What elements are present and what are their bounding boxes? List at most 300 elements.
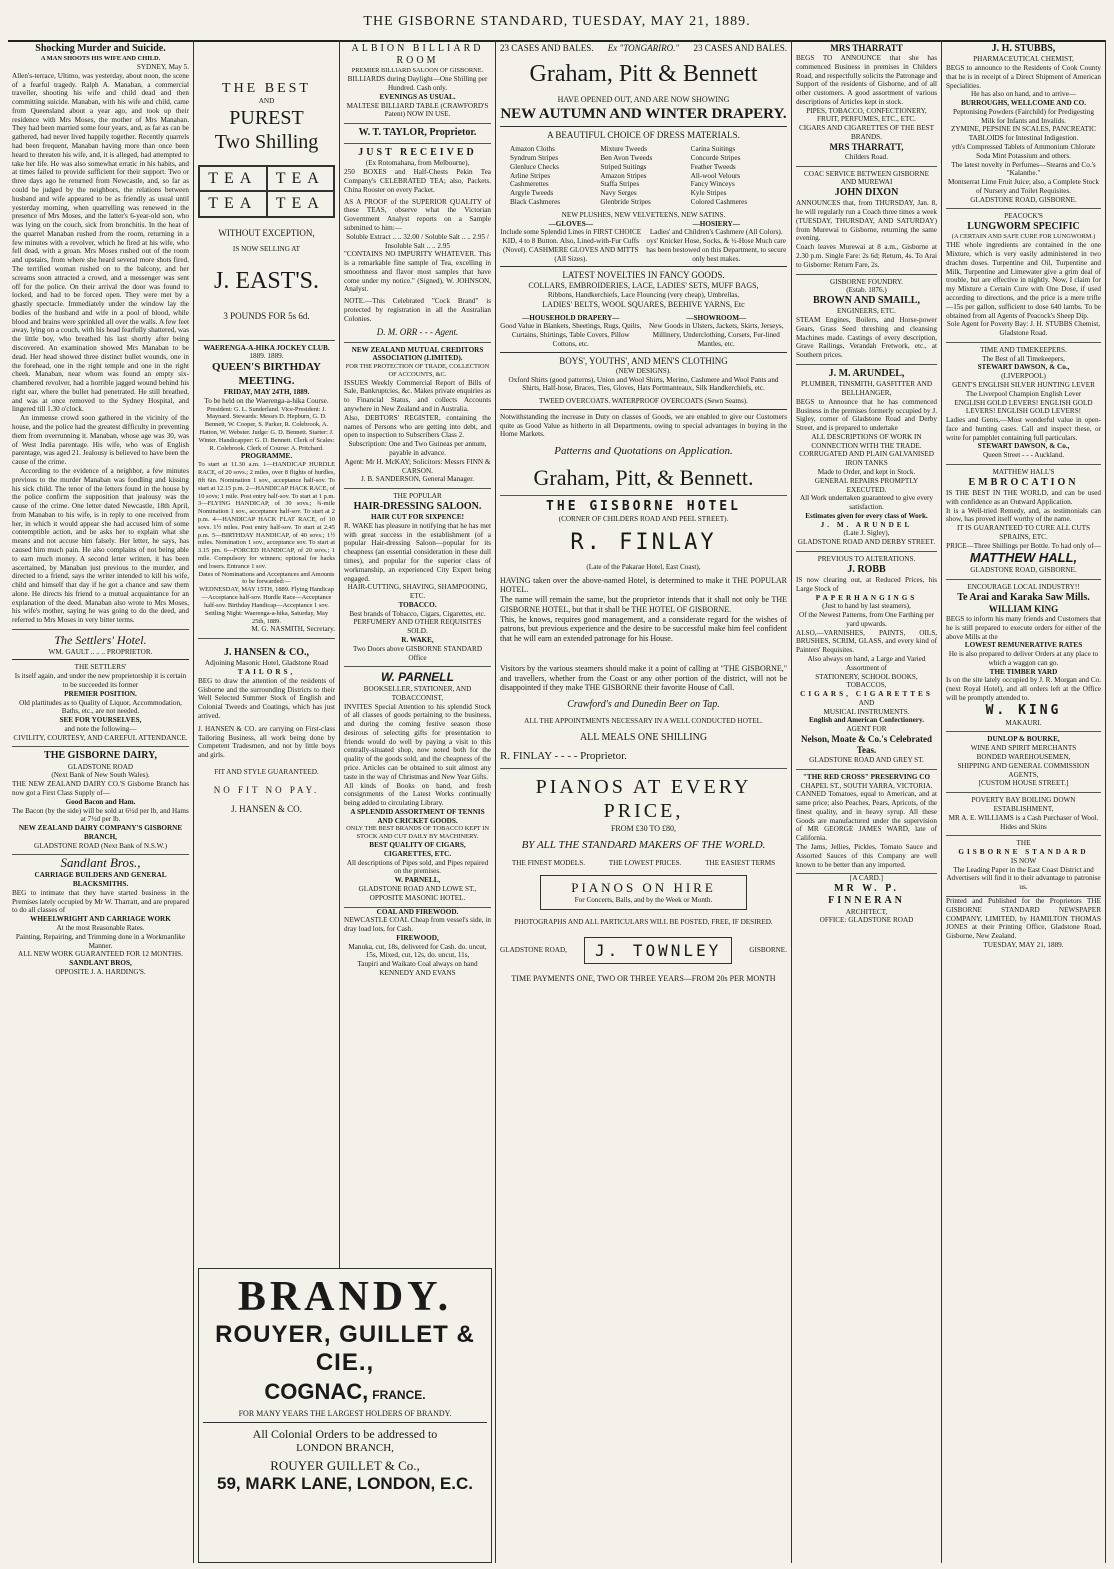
household-block <box>500 314 642 349</box>
dairy-bank: (Next Bank of New South Wales). <box>51 771 150 780</box>
tharratt-ad <box>796 40 937 167</box>
collars: COLLARS, EMBROIDERIES, LACE, LADIES' SETS, MUFF BAGS, <box>528 281 759 291</box>
hansen-ad <box>198 639 335 815</box>
settlers-hotel-ad <box>12 630 189 747</box>
all-descriptions: ALL DESCRIPTIONS OF WORK IN CONNECTION WITH THE TRADE. <box>811 432 922 450</box>
stubbs: J. H. STUBBS, <box>991 43 1056 54</box>
time-payments: TIME PAYMENTS ONE, TWO OR THREE YEARS—FROM 20s PER MONTH <box>511 974 776 984</box>
hotel-civility: CIVILITY, COURTESY, AND CAREFUL ATTENDANCE. <box>13 733 188 742</box>
grey-st: GLADSTONE ROAD AND GREY ST. <box>809 755 924 764</box>
material-item: Carina Suitings <box>690 145 736 154</box>
fit-style: FIT AND STYLE GUARANTEED. <box>214 767 319 776</box>
tea-cell: TEA <box>267 166 335 192</box>
material-item: Fancy Winceys <box>690 180 735 189</box>
finneran: MR W. P. FINNERAN <box>828 883 905 907</box>
two-shilling: Two Shilling <box>214 131 319 154</box>
brandy-ad <box>198 1268 492 1563</box>
name-remain: The name will remain the same, but the proprietor intends that it shall not only be THE GISBORNE HOTEL, but that it shall be THE HOTEL OF GISBORNE. <box>500 595 787 614</box>
column-1 <box>8 40 194 1563</box>
material-item: Glenluce Checks <box>510 162 559 171</box>
parnell-trade: BOOKSELLER, STATIONER, AND TOBACCONIST, <box>363 684 472 702</box>
stubbs-address: GLADSTONE ROAD, GISBORNE. <box>970 195 1077 204</box>
compressed: yth's Compressed Tablets of Ammonium Chlorate Soda Mint Potassium and others. <box>951 143 1096 160</box>
gold-levers: ENGLISH GOLD LEVERS! ENGLISH GOLD LEVERS! ENGLISH GOLD LEVERS! <box>954 398 1093 416</box>
hotel-body-2: Old plattitudes as to Quality of Liquor, Accommodation, Baths, etc., are not needed. <box>19 698 182 716</box>
cases-row <box>500 43 787 54</box>
paperhangings: PAPERHANGINGS <box>815 593 918 602</box>
chapel: CHAPEL ST., SOUTH YARRA, VICTORIA. <box>800 781 933 790</box>
concerts: For Concerts, Balls, and by the Week or Month. <box>574 896 713 905</box>
boys-clothing: BOYS', YOUTHS', AND MEN'S CLOTHING <box>559 355 728 366</box>
robb-also: ALSO,—VARNISHES, PAINTS, OILS, BRUSHES, SCRIM, GLASS, and every kind of Painters' Requisites. <box>796 628 937 655</box>
just-sub: (Ex Rotomahana, from Melbourne), <box>365 159 470 168</box>
finest: THE FINEST MODELS. <box>511 858 585 867</box>
coal-body: NEWCASTLE COAL Cheap from vessel's side, in dray load lots, for Cash. <box>344 916 491 934</box>
estimates: Estimates given for every class of Work. <box>805 511 928 520</box>
hotel-owner: WM. GAULT .. .. .. PROPRIETOR. <box>48 647 153 656</box>
williams: MR A. E. WILLIAMS is a Cash Purchaser of Wool. Hides and Skins <box>948 813 1099 831</box>
tharratt-cigars: CIGARS AND CIGARETTES OF THE BEST BRANDS. <box>798 124 935 141</box>
architect: ARCHITECT, <box>845 907 888 916</box>
billiard-body: BILLIARDS during Daylight—One Shilling per Hundred. Cash only. <box>347 75 488 92</box>
column-5 <box>792 40 942 1563</box>
hansen-body: BEG to draw the attention of the residents of Gisborne and the surrounding Districts to their Well Selected Summer Stock of English and Colonial Tweeds and Coatings, which has just arrived. <box>198 676 335 720</box>
engineers: ENGINEERS, ETC. <box>837 307 896 316</box>
bonded: BONDED WAREHOUSEMEN, <box>976 753 1071 762</box>
arundel-body: BEGS to Announce that he has commenced Business in the premises formerly occupied by J. Sigley, corner of Gladstone Road and Derby Street, and is prepared to undertake <box>796 397 937 433</box>
coal-ad <box>344 908 491 978</box>
dateline: SYDNEY, May 5. <box>136 63 189 71</box>
hansen-address: Adjoining Masonic Hotel, Gladstone Road <box>204 659 329 668</box>
having: HAVING taken over the above-named Hotel, is determined to make it THE POPULAR HOTEL. <box>500 575 787 595</box>
material-item: Amazon Cloths <box>510 145 555 154</box>
standard-ad <box>946 836 1101 897</box>
ribbons: Ribbons, Handkerchiefs, Lace Flouncing (very cheap), Umbrellas, <box>547 291 740 300</box>
sole-agent: Sole Agent for Poverty Bay: J. H. STUBBS Chemist, Gladstone Road. <box>946 320 1101 338</box>
dixon-times: Coach leaves Murewai at 8 a.m., Gisborne at 2.30 p.m. Single Fare: 2s 6d; Return, 4s. To Arai to Gisborne: Return Fare, 2s. <box>796 243 937 269</box>
hire-box <box>540 875 747 910</box>
gloves-heading: —GLOVES— <box>548 219 593 228</box>
embrocation: EMBROCATION <box>968 476 1079 488</box>
tea-cell: TEA <box>199 166 267 192</box>
timber-body: Is on the site lately occupied by J. R. Morgan and Co. (next Royal Hotel), and all orders left at the Office will be promptly attended to. <box>946 676 1101 703</box>
patterns: Patterns and Quotations on Application. <box>554 445 733 458</box>
without-exception: WITHOUT EXCEPTION, <box>218 227 315 238</box>
best-timekeepers: The Best of all Timekeepers, <box>982 354 1065 363</box>
dunlop: DUNLOP & BOURKE, <box>987 735 1060 744</box>
perfumery: PERFUMERY AND OTHER REQUISITES SOLD. <box>353 618 482 636</box>
arundel-title: J. M. ARUNDEL, <box>828 367 905 379</box>
nominations: WEDNESDAY, MAY 15TH, 1889. Flying Handicap—Acceptance half-sov. Hurdle Race—Acceptance half-sov. Birthday Handicap—Acceptance 1 sov. Settling Night: Waerenga-a-hika, Saturday, May 25th, 1889. <box>199 586 334 625</box>
card: [A CARD.] <box>849 874 884 883</box>
ex-tongariro: Ex "TONGARIRO." <box>607 43 680 53</box>
popular: THE POPULAR <box>393 492 442 501</box>
king: WILLIAM KING <box>988 604 1059 615</box>
pianos-from: FROM £30 TO £80, <box>610 823 677 833</box>
agent-for: AGENT FOR <box>846 725 887 734</box>
parnell-address: GLADSTONE ROAD AND LOWE ST., <box>358 884 477 893</box>
brandy-title: BRANDY. <box>237 1274 453 1320</box>
satisfaction: All Work undertaken guaranteed to give every satisfaction. <box>799 494 933 512</box>
tennis: A SPLENDID ASSORTMENT OF TENNIS AND CRICKET GOODS. <box>350 807 485 825</box>
gloves-hosiery <box>500 220 787 264</box>
contains: "CONTAINS NO IMPURITY WHATEVER. This is a remarkable fine sample of Tea, excelling in smoothness and flavor most samples that have come under my notice." (Signed), W. JOHNSON, Analyst. <box>344 250 491 294</box>
robb-and: AND <box>858 698 875 707</box>
robb-patterns: Of the Newest Patterns, from One Farthing per yard upwards. <box>799 611 934 628</box>
hall-signature: MATTHEW HALL, <box>969 550 1078 566</box>
only-best: ONLY THE BEST BRANDS OF TOBACCO KEPT IN STOCK AND CUT DAILY BY MACHINERY. <box>346 825 489 841</box>
tobacco-sub: Best brands of Tobacco, Cigars, Cigarettes, etc. <box>349 609 486 618</box>
proof: AS A PROOF of the SUPERIOR QUALITY of these TEAS, observe what the Victorian Government Analyst reports on a Sample submitted to him:— <box>344 197 491 232</box>
opened-out: HAVE OPENED OUT, AND ARE NOW SHOWING <box>557 95 730 105</box>
timber-yard: THE TIMBER YARD <box>989 667 1058 676</box>
materials-column <box>600 145 686 206</box>
is-now: IS NOW <box>1010 856 1037 865</box>
material-item: All-wool Velours <box>690 171 741 180</box>
boiling: POVERTY BAY BOILING DOWN ESTABLISHMENT, <box>971 796 1076 813</box>
plushes: NEW PLUSHES, NEW VELVETEENS, NEW SATINS. <box>561 210 726 219</box>
pounds-price: 3 POUNDS FOR 5s 6d. <box>223 310 310 321</box>
has-also: He has also on hand, and to arrive— <box>971 90 1076 99</box>
dates-nominations: Dates of Nominations and Acceptances and Amounts to be forwarded:— <box>198 570 335 586</box>
king-body: BEGS to inform his many friends and Customers that he is still prepared to execute orders for either of the above Mills at the <box>946 615 1101 641</box>
red-cross: "THE RED CROSS" PRESERVING CO <box>802 772 931 781</box>
queen-street: Queen Street - - - Auckland. <box>982 451 1065 460</box>
dairy-goods: Good Bacon and Ham. <box>65 797 136 806</box>
firewood-prices: Manuka, cut, 18s, delivered for Cash. do. uncut, 15s, Mixed, cut, 12s, do. uncut, 11s, <box>348 942 487 960</box>
gladstone-road: GLADSTONE ROAD, <box>500 946 567 955</box>
pipes: All descriptions of Pipes sold, and Pipes repaired on the premises. <box>346 858 489 876</box>
autumn-winter: NEW AUTUMN AND WINTER DRAPERY. <box>500 105 787 122</box>
dairy-prices: The Bacon (by the side) will be sold at 6½d per lb, and Hams at 7½d per lb. <box>12 806 189 824</box>
robb-also-2: Also always on hand, a Large and Varied Assortment of <box>807 655 926 672</box>
best-title: THE BEST <box>222 81 311 96</box>
programme-heading: PROGRAMME. <box>240 452 293 461</box>
late-sigley: (Late J. Sigley), <box>843 529 890 538</box>
office: OFFICE: GLADSTONE ROAD <box>819 916 914 925</box>
musical: MUSICAL INSTRUMENTS. <box>823 707 910 716</box>
belts: LADIES' BELTS, WOOL SQUARES, BEEHIVE YARNS, Etc <box>542 299 745 309</box>
proprietor: R. FINLAY - - - - Proprietor. <box>500 750 627 763</box>
best-world: IS THE BEST IN THE WORLD, and can be used with confidence as an Outward Application. <box>946 488 1101 506</box>
finlay: R. FINLAY <box>570 530 717 556</box>
pakarae: (Late of the Pakarae Hotel, East Coast), <box>586 562 701 571</box>
price: PRICE—Three Shillings per Bottle. To had only of— <box>946 541 1101 550</box>
gents-lever: GENT'S ENGLISH SILVER HUNTING LEVER <box>952 380 1095 389</box>
material-item: Black Cashmeres <box>510 197 561 206</box>
hall-name: MATTHEW HALL'S <box>992 468 1055 476</box>
dairy-road: GLADSTONE ROAD <box>67 762 134 771</box>
repairs: GENERAL REPAIRS PROMPTLY EXECUTED. <box>814 476 919 494</box>
hansen-body-2: J. HANSEN & CO. are carrying on First-class Tailoring Business, all work being done by Competent Tradesmen, and not by little boys and girls. <box>198 724 335 760</box>
hotel-position: PREMIER POSITION. <box>64 689 137 698</box>
subscription: Subscription: One and Two Guineas per annum, payable in advance. <box>348 440 487 457</box>
hotel-corner: (CORNER OF CHILDERS ROAD AND PEEL STREET). <box>558 515 729 524</box>
columns <box>8 40 1106 1563</box>
sandlant-work: WHEELWRIGHT AND CARRIAGE WORK <box>30 915 171 924</box>
pianos-ad <box>500 775 787 984</box>
dairy-address: GLADSTONE ROAD (Next Bank of N.S.W.) <box>34 841 167 850</box>
embrocation-ad <box>946 465 1101 580</box>
robb: J. ROBB <box>847 563 886 575</box>
red-cross-ad <box>796 770 937 875</box>
easts-tea-ad <box>198 40 335 341</box>
encourage: ENCOURAGE LOCAL INDUSTRY!! <box>967 583 1080 592</box>
townley-row <box>500 933 787 969</box>
kalanthe: The latest novelty in Perfumes—Stearns and Co.'s "Kalanthe." <box>951 160 1096 178</box>
article-body-3: According to the evidence of a neighbor, a few minutes previous to the murder Manaban was fondling and kissing his sick child. The tenor of the letters found in the house by the police confirm the supposition that jealousy was the cause of the crime. One letter dated Newcastle, 18th April, from Manaban to his wife, is in reply to one received from her, in which it would appear she had accused him of some contemptible action, and he asks her to explain what she means and not accuse him falsely. Her letter, he says, has caused him much pain. He also complains of not being able to earn much money. A second letter written, it has been ascertained, by Manaban just previous to the murder, and directed to a friend, says the writer intended to kill his wife, child and himself that day if he got a chance and saw them alone. He directs his friend to a mutual acquaintance for an explanation of the deed. Manaban also wrote to Mrs Moses, his wife's mother, saying he was going to do the deed, and referred to Mrs Moses in very bitter terms. <box>12 466 189 625</box>
sanderson: J. B. SANDERSON, General Manager. <box>361 475 474 484</box>
hotel-note: and note the following— <box>64 724 137 733</box>
creditors-agent: Agent: Mr H. McKAY; Solicitors: Messrs FINN & CARSON. <box>344 457 491 475</box>
hosiery-text: Ladies' and Children's Cashmere (All Colors). oys' Knicker Hose, Socks, & ½-Hose Much care has been bestowed on this Department, to secure only best makes. <box>646 228 787 263</box>
pianos-features <box>500 859 787 868</box>
material-item: Cashmerettes <box>510 180 549 189</box>
hansen-trade: TAILORS, <box>237 668 296 677</box>
brandy-france: FRANCE. <box>372 1388 426 1402</box>
taylor: W. T. TAYLOR, Proprietor. <box>358 127 477 139</box>
hire: PIANOS ON HIRE <box>571 880 716 896</box>
shipping: SHIPPING AND GENERAL COMMISSION AGENTS, <box>957 761 1090 779</box>
jockey-club-ad <box>198 341 335 639</box>
article-subtitle: A MAN SHOOTS HIS WIFE AND CHILD. <box>40 55 161 63</box>
peacock-ad <box>946 209 1101 342</box>
wake-signature: R. WAKE, <box>401 635 434 644</box>
showroom-heading: —SHOWROOM— <box>686 313 747 322</box>
tharratt-road: Childers Road. <box>844 152 889 161</box>
material-item: Ben Avon Tweeds <box>600 154 653 163</box>
household-showroom <box>500 314 787 349</box>
column-4 <box>496 40 792 1563</box>
imprint-date: TUESDAY, MAY 21, 1889. <box>983 940 1064 949</box>
materials-grid <box>510 145 777 206</box>
boiling-ad <box>946 793 1101 836</box>
dairy-ad <box>12 747 189 855</box>
timekeepers: TIME AND TIMEKEEPERS. <box>980 345 1067 354</box>
lowest: THE LOWEST PRICES. <box>608 858 682 867</box>
meeting-date: FRIDAY, MAY 24TH, 1889. <box>223 388 310 397</box>
races: To start at 11.30 a.m. 1—HANDICAP HURDLE RACE, of 20 sovs.; 2 miles, over 8 flights of hurdles, 8ft 6in. Nomination 1 sov., acceptance half-sov. To start at 12.15 p.m. 2—HANDICAP HACK RACE, of 10 sovs; 1 mile. Post entry half-sov. To start at 1 p.m. 3—FLYING HANDICAP, of 30 sovs.; ¾-mile Nomination 1 sov., acceptance half-sov. To start at 2 p.m. 4—HANDICAP HACK FLAT RACE, of 10 sovs. 1½ miles. Post entry half-sov. To start at 2.45 p.m. 5—BIRTHDAY HANDICAP, of 40 sovs.; 1½ miles. Nomination 1 sov., acceptance sov. To start at 3.15 pm. 6—FORCED HANDICAP, of 20 sovs.; 1 mile. Compulsory for winners; optional for hacks and losers. Entrance 1 sov. <box>198 461 335 570</box>
novelties: LATEST NOVELTIES IN FANCY GOODS. <box>562 270 725 281</box>
haircut: HAIR CUT FOR SIXPENCE! <box>370 513 465 522</box>
brandy-maker: ROUYER, GUILLET & CIE., <box>215 1321 475 1376</box>
tharratt-title: MRS THARRATT <box>830 43 903 53</box>
hansen-signature: J. HANSEN & CO. <box>231 803 302 814</box>
gloves-text: Include some Splendid Lines in FIRST CHOICE KID, 4 to 8 Button. Also, Lined-with-Fur Cuffs (Novel). CASHMERE GLOVES AND MITTS (All Sizes). <box>500 228 642 263</box>
material-item: Colored Cashmeres <box>690 197 748 206</box>
king-signature: W. KING <box>985 702 1062 718</box>
hairdressing-ad <box>344 489 491 667</box>
hairdressing: HAIR-DRESSING SALOON. <box>353 500 482 512</box>
the: THE <box>1016 839 1031 848</box>
gpb-title: Graham, Pitt & Bennett <box>529 60 758 87</box>
dunlop-ad <box>946 732 1101 793</box>
article-body: Allen's-terrace, Ultimo, was yesterday, about noon, the scene of a fearful tragedy. Ralph A. Manaban, a commercial traveller, shooting his wife and child dead and then committing suicide. Manaban, with his wife and child, came from Queensland about a year ago, and took up their residence with Mrs Moses, the mother of Mrs Manaban. They had been married some four years, and, as far as can be gathered, had never lived happily together. Recently quarrels had been frequent, Manaban having more than once been heard to threaten his wife, and, it is alleged, had attempted to take her life. He was also somewhat erratic in his habits, and at times failed to provide sufficient for their support. Two or three days ago he returned from Newcastle, and, so far as could be judged by the neighbors, the relations between husband and wife appeared to be as friendly as usual until yesterday morning, when quarrelling was renewed in the presence of Mrs Moses, and the latter's 6-year-old son, who was lying on the couch, sick from bronchitis. In the heat of the quarrel Manaban rushed from the room, returning in a few minutes with a revolver, which he fired at his wife, who fell dead, with a groan. Mrs Moses rushed out of the room and upstairs, from where she heard several more shots fired. The terrified woman rushed on to the balcony, and her screams soon attracted a crowd, and a messenger was sent off for the police. On their arrival the door was found to locked, and had to be forced open. They were met by a ghastly spectacle. Immediately under the window lay the bodies of the husband and wife in a pool of blood, while blood and brains were sprinkled all over the walls. A few feet away, lying on a couch, with his head fearfully shattered, was the little boy, who breathed his last shortly after being discovered. An examination showed Mrs Manaban to be dead. Her head showed three distinct bullet wounds, one in the forehead, one in the right temple and one in the right cheek. Manaban, near whom was found an empty six-chambered revolver, had a horrible jagged wound behind his right ear, where the bullet had penetrated. He still breathed, and was at once removed to the Sydney Hospital, and lingered till 1.30 o'clock. <box>12 71 189 414</box>
wine: WINE AND SPIRIT MERCHANTS <box>970 744 1077 753</box>
article-body-2: An immense crowd soon gathered in the vicinity of the house, and the police had the greatest difficulty in preventing them from overrunning it. Manaban, whose age was 30, was of West India parentage. His wife, who was of English parentage, was aged 21. Jealousy is believed to have been the cause of the crime. <box>12 414 189 467</box>
steam: STEAM Engines, Boilers, and Horse-power Gears, Grass Seed threshing and cleansing Machines made. Castings of every description, Grave Railings, Verandah Fretwork, etc., at Southern prices. <box>796 316 937 360</box>
showroom-block <box>646 314 788 349</box>
dixon: JOHN DIXON <box>834 187 899 199</box>
wake-body: R. WAKE has pleasure in notifying that he has met with great success in the establishment (of a popular Hair-dressing Saloon—popular for its cheapness (an essential consideration in these dull times), and popular for the superior class of workmanship, an experienced City Expert being engaged. <box>344 521 491 583</box>
tea-cell: TEA <box>199 191 267 217</box>
taupiri: Taupiri and Waikato Coal always on hand <box>357 960 478 969</box>
creditors-sub: FOR THE PROTECTION OF TRADE, COLLECTION OF ACCOUNTS, &C. <box>345 363 490 378</box>
easiest: THE EASIEST TERMS <box>705 858 776 867</box>
gpb-drapery-ad <box>500 40 787 496</box>
brandy-cognac: COGNAC, <box>264 1379 369 1404</box>
material-item: Navy Serges <box>600 189 637 198</box>
imprint <box>946 897 1101 950</box>
gisborne: GISBORNE. <box>749 946 787 955</box>
peacock: PEACOCK'S <box>1004 212 1043 221</box>
parnell-opposite: OPPOSITE MASONIC HOTEL. <box>369 893 466 902</box>
dairy-body: THE NEW ZEALAND DAIRY CO.'S Gisborne Branch has now got a First Class Supply of— <box>12 780 189 797</box>
arai-mills: Te Arai and Karaka Saw Mills. <box>957 591 1090 603</box>
brown-smaill: BROWN AND SMAILL, <box>813 295 920 307</box>
arundel-ad <box>796 365 937 552</box>
champion: The Liverpool Champion English Lever <box>965 389 1082 398</box>
brandy-years: FOR MANY YEARS THE LARGEST HOLDERS OF BRANDY. <box>238 1409 452 1418</box>
firewood: FIREWOOD, <box>396 933 439 942</box>
zymine: ZYMINE, PEPSINE IN SCALES, PANCREATIC TABLOIDS for Intestinal Indigestion. <box>950 125 1097 143</box>
sandlant-guarantee: ALL NEW WORK GUARANTEED FOR 12 MONTHS. <box>18 950 183 959</box>
coach-service: COAC SERVICE BETWEEN GISBORNE AND MUREWAI <box>803 169 929 187</box>
officials: President: G. L. Sunderland. Vice-President: J. Maynard. Stewards: Messrs D. Hepburn, G. D. Bennett, W. Cooper, S. Parker, R. Colebrook, A. Hatton, W. Webster. Judge: G. D. Bennett. Starter: J. Winter. Handicapper: G. D. Bennett. Clerk of Scales: R. Colebrook. Clerk of Course: A. Pritchard. <box>198 405 335 452</box>
material-item: Argyle Tweeds <box>510 189 554 198</box>
imprint-text: Printed and Published for the Proprietors THE GISBORNE STANDARD NEWSPAPER COMPANY, LIMITED, by HAMILTON THOMAS JONES at their Printing Office, Gladstone Road, Gisborne, New Zealand. <box>946 896 1101 941</box>
lowest-rates: LOWEST REMUNERATIVE RATES <box>964 641 1083 650</box>
paper-sub: (Just to hand by last steamers), <box>822 602 911 611</box>
creditors-ad <box>344 343 491 490</box>
sandlant-trade: CARRIAGE BUILDERS AND GENERAL BLACKSMITHS. <box>34 871 167 889</box>
article-title: Shocking Murder and Suicide. <box>35 43 166 54</box>
cases-right: 23 CASES AND BALES. <box>693 43 787 53</box>
townley: J. TOWNLEY <box>584 937 732 965</box>
meeting-held: To be held on the Waerenga-a-hika Course. <box>204 396 329 405</box>
material-item: Arline Stripes <box>510 171 551 180</box>
material-item: Glenbride Stripes <box>600 197 651 206</box>
dixon-body: ANNOUNCES that, from THURSDAY, Jan. 8, he will regularly run a Coach three times a week (TUESDAY, THURSDAY, AND SATURDAY) from Murewai to Gisborne, returning the same evening. <box>796 199 937 243</box>
tharratt-goods: PIPES, TOBACCO, CONFECTIONERY, FRUIT, PERFUMES, ETC., ETC. <box>806 106 927 124</box>
dawson: STEWART DAWSON, & Co., <box>977 363 1070 372</box>
chemist: PHARMACEUTICAL CHEMIST, <box>973 55 1074 64</box>
arundel-trade: PLUMBER, TINSMITH, GASFITTER AND BELLHANGER, <box>800 380 933 397</box>
gloves-block <box>500 220 642 264</box>
murder-article <box>12 40 189 630</box>
boxes: 250 BOXES and Half-Chests Pekin Tea Company's CELEBRATED TEA; also, Packets. China Rooster on every Packet. <box>344 168 491 194</box>
makauri: MAKAURI. <box>1005 718 1042 727</box>
stubbs-ad <box>946 40 1101 209</box>
ladies-gents: Ladies and Gents,—Most wonderful value in open-face and hunting cases. Call and inspect these, or write for pamphlet containing full particulars. <box>946 416 1101 442</box>
cases-left: 23 CASES AND BALES. <box>500 43 594 53</box>
stubbs-body: BEGS to announce to the Residents of Cook County that he is in receipt of a Direct Shipment of American Specialities. <box>946 63 1101 90</box>
oxford: Oxford Shirts (good patterns), Union and Wool Shirts, Merino, Cashmere and Wool Pants and Shirts, Half-hose, Braces, Ties, Gloves, Hats Portmanteaux, Silk Handkerchiefs, etc. <box>508 375 779 393</box>
finneran-ad <box>796 874 937 925</box>
burroughs: BURROUGHS, WELLCOME AND CO. <box>960 99 1087 108</box>
foundry-ad <box>796 275 937 365</box>
material-item: Amazon Stripes <box>600 171 647 180</box>
photographs: PHOTOGRAPHS AND ALL PARTICULARS WILL BE POSTED, FREE, IF DESIRED. <box>514 918 773 927</box>
guaranteed: IT IS GUARANTEED TO CURE ALL CUTS SPRAINS, ETC. <box>956 524 1091 541</box>
billiard-ad <box>344 40 491 124</box>
jockey-title: WAERENGA-A-HIKA JOCKEY CLUB. <box>203 343 330 352</box>
this-requires: This, he knows, requires good management, and a considerate regard for the wishes of patrons, but previous experience and the desire to be successful make him feel confident that he will earn an extended patronage for his House. <box>500 614 787 644</box>
easts-name: J. EAST'S. <box>213 268 319 295</box>
beautiful-choice: A BEAUTIFUL CHOICE OF DRESS MATERIALS. <box>547 130 740 141</box>
tea-grid <box>198 165 335 218</box>
previous: PREVIOUS TO ALTERATIONS. <box>817 555 916 563</box>
montserrat: Montserrat Lime Fruit Juice; also, a Complete Stock of Nursery and Toilet Requisites. <box>948 178 1099 195</box>
foundry: GISBORNE FOUNDRY. <box>830 277 903 286</box>
hotel-body: Is itself again, and under the new proprietorship it is certain to be succeeded its former <box>14 672 187 689</box>
tea-received-ad <box>344 144 491 342</box>
just-received: JUST RECEIVED <box>358 147 477 159</box>
showroom-text: New Goods in Ulsters, Jackets, Skirts, Jerseys, Millinery, Underclothing, Corsets, Fur-lined Mantles, etc. <box>648 322 784 348</box>
creditors-title: NEW ZEALAND MUTUAL CREDITORS ASSOCIATION (LIMITED). <box>351 345 484 363</box>
tweed: TWEED OVERCOATS. WATERPROOF OVERCOATS (Sewn Seams). <box>539 397 748 406</box>
orr-agent: D. M. ORR - - - Agent. <box>376 326 459 337</box>
household-heading: —HOUSEHOLD DRAPERY— <box>522 313 620 322</box>
books: All kinds of Books on hand, and fresh consignments of the Latest Works continually being added to circulating Library. <box>344 781 491 808</box>
analysis: Soluble Extract .. .. 32.00 / Soluble Salt .. .. 2.95 / Insoluble Salt .. .. 2.95 <box>346 232 489 250</box>
material-item: Feather Tweeds <box>690 162 736 171</box>
peacock-body: THE whole ingredients are contained in the one Mixture, which is very easily administered in two drachm doses. Turpentine and Oil, Turpentine and Milk, Turpentine and Limewater give a grim deal of trouble, but are effective in nightly. Now, I claim for my Mixture a Certain Cure with One Dose, if used according to directions, and the price is a mere trifle—15s per gallon, sufficient to dose 640 lambs. To be obtained from all Agents of Peacock's Sheep Dip. <box>946 241 1101 320</box>
material-item: Kyle Stripes <box>690 189 727 198</box>
hotel-name: THE GISBORNE HOTEL <box>546 499 741 515</box>
column-6 <box>942 40 1106 1563</box>
dairy-title: THE GISBORNE DAIRY, <box>44 750 157 762</box>
material-item: Striped Suitings <box>600 162 647 171</box>
notwithstanding: Notwithstanding the increase in Duty on classes of Goods, we are enabled to give our Customers quite as Good Value as hitherto in all Departments, owing to special advantages in buying in the Home Markets. <box>500 412 787 439</box>
gpb-signature: Graham, Pitt, & Bennett. <box>533 464 754 490</box>
dawson-ad <box>946 343 1101 465</box>
jockey-years: 1889. 1889. <box>249 352 284 361</box>
dawson-signature: STEWART DAWSON, & Co., <box>977 442 1070 451</box>
designs: (NEW DESIGNS). <box>616 366 671 375</box>
tobacco: TOBACCO. <box>398 600 437 609</box>
gisborne-standard: GISBORNE STANDARD <box>958 848 1089 857</box>
parnell-cigars: BEST QUALITY OF CIGARS, CIGARETTES, ETC. <box>369 841 466 858</box>
sandlant-opposite: OPPOSITE J. A. HARDING'S. <box>55 967 146 976</box>
selling-at: IS NOW SELLING AT <box>232 244 301 253</box>
brandy-orders: All Colonial Orders to be addressed to <box>252 1427 438 1441</box>
hansen-title: J. HANSEN & CO., <box>223 647 309 659</box>
no-fit: NO FIT NO PAY. <box>213 784 320 795</box>
nelson-teas: Nelson, Moate & Co.'s Celebrated Teas. <box>801 734 932 755</box>
secretary: M. G. NASMITH, Secretary. <box>251 625 335 634</box>
jams: The Jams, Jellies, Pickles, Tomato Sauce and Assorted Sauces of this Company are well known to be better than any imported. <box>796 843 937 869</box>
iron-tanks: CORRUGATED AND PLAIN GALVANISED IRON TANKS <box>799 450 934 468</box>
appointments: ALL THE APPOINTMENTS NECESSARY IN A WELL CONDUCTED HOTEL. <box>524 717 763 726</box>
sandlant-signature: SANDLANT BROS, <box>69 959 132 968</box>
deliver: He is also prepared to deliver Orders at any place to which a waggon can go. <box>948 650 1099 667</box>
parnell-title: W. PARNELL <box>381 670 454 685</box>
sandlant-rates: At the most Reasonable Rates. <box>56 923 145 932</box>
material-item: Staffa Stripes <box>600 180 640 189</box>
masthead: THE GISBORNE STANDARD, TUESDAY, MAY 21, 1889. <box>8 6 1106 42</box>
king-ad <box>946 580 1101 732</box>
parnell-signature: W. PARNELL, <box>394 876 441 885</box>
well-tried: It is a Well-tried Remedy, and, as testimonials can show, has proved itself worthy of the name. <box>946 506 1101 524</box>
leading: The Leading Paper in the East Coast District and Advertisers will find it to their advantage to patronise us. <box>946 865 1101 892</box>
material-item: Syndrum Stripes <box>510 154 559 163</box>
evenings: EVENINGS AS USUAL. <box>379 92 456 101</box>
brandy-signature: ROUYER GUILLET & Co., <box>270 1458 420 1473</box>
creditors-body: ISSUES Weekly Commercial Report of Bills of Sale, Bankruptcies, &c. Makes private enquiries as to Financial Status, and collects Accounts anywhere in New Zealand and in Australia. <box>344 378 491 414</box>
sandlant-paint: Painting, Repairing, and Trimming done in a Workmanlike Manner. <box>15 932 186 950</box>
queens-birthday: QUEEN'S BIRTHDAY MEETING. <box>212 361 321 387</box>
